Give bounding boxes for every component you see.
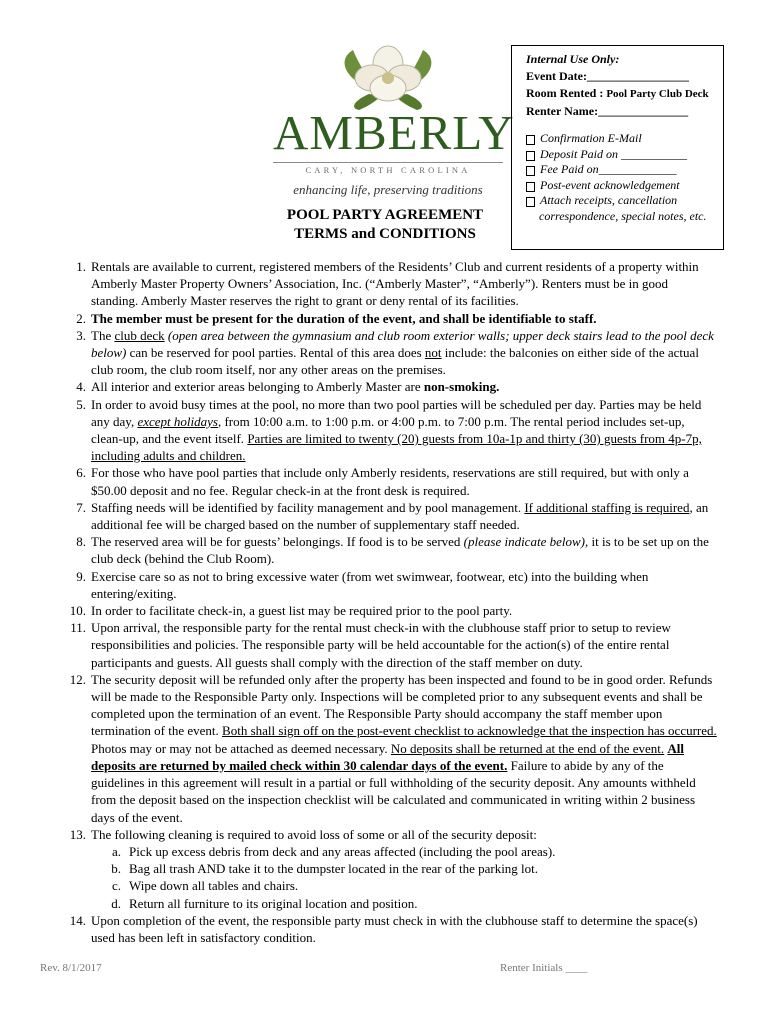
list-item: 2. The member must be present for the duration of the event, and shall be identifiable to staff. [76,310,597,326]
internal-use-heading: Internal Use Only: [526,52,620,66]
list-item: 13. The following cleaning is required to avoid loss of some or all of the security deposit: a. Pick up excess debris from deck and any areas affected (including the pool areas). b. Bag all trash AND take it to the dumpster located in the rear of the parking lot. c. Wipe down all tables and chairs. d. Return all furniture to its original location and position. [38,826,718,912]
logo-location: CARY, NORTH CAROLINA [273,162,503,175]
sublist-item: c. Wipe down all tables and chairs. [111,878,299,894]
internal-use-box [511,45,724,250]
list-item: 6. For those who have pool parties that include only Amberly residents, reservations are still required, but with only a $50.00 deposit and no fee. Regular check-in at the front desk is required. [76,465,689,498]
sublist-item: a. Pick up excess debris from deck and any areas affected (including the pool areas). [111,843,556,859]
list-item: 3. The club deck (open area between the gymnasium and club room exterior walls; upper deck stairs lead to the pool deck below) can be reserved for pool parties. Rental of this area does not include: the balconies on either side of the actual club room, the club room itself, nor any other areas on the premises. [76,327,714,378]
list-item: 10. In order to facilitate check-in, a guest list may be required prior to the pool party. [69,603,513,619]
renter-initials-field[interactable]: Renter Initials ____ [500,962,588,974]
terms-list [38,258,718,946]
title-line-2: TERMS and CONDITIONS [294,226,476,242]
checklist-item[interactable]: Attach receipts, cancellation [526,193,723,209]
renter-name-field[interactable]: Renter Name:_______________ [526,104,689,118]
checklist-item[interactable]: Confirmation E-Mail [526,131,723,147]
revision-date: Rev. 8/1/2017 [40,962,102,974]
list-item: 11. Upon arrival, the responsible party for the rental must check-in with the clubhouse staff prior to setup to review responsibilities and policies. The responsible party will be held accountable for the action(s) of the entire rental participants and guests. All guests shall comply with the direction of the staff member on duty. [70,620,671,670]
checklist-item[interactable]: Post-event acknowledgement [526,178,723,194]
checkbox-icon[interactable] [526,151,535,161]
list-item: 14. Upon completion of the event, the responsible party must check in with the clubhouse staff to determine the space(s) used has been left in satisfactory condition. [69,912,698,945]
list-item: 9. Exercise care so as not to bring excessive water (from wet swimwear, footwear, etc) into the building when entering/exiting. [76,568,649,601]
checklist-item[interactable]: Deposit Paid on ___________ [526,147,723,163]
logo-tagline: enhancing life, preserving traditions [293,182,483,197]
list-item: 1. Rentals are available to current, registered members of the Residents’ Club and current residents of a property within Amberly Master Property Owners’ Association, Inc. (“Amberly Master”, “Amberly”). Renters must be in good standing. Amberly Master reserves the right to grant or deny rental of its facilities. [76,259,699,309]
sublist-item: b. Bag all trash AND take it to the dumpster located in the rear of the parking lot. [111,861,539,877]
magnolia-flower-icon [273,44,503,110]
checklist-item-continuation: correspondence, special notes, etc. [539,208,707,223]
checklist-item[interactable]: Fee Paid on_____________ [526,162,723,178]
room-rented-field [526,85,723,103]
room-rented-value: Pool Party Club Deck [606,88,709,100]
list-item: 12. The security deposit will be refunded only after the property has been inspected and found to be in good order. Refunds will be made to the Responsible Party only. Inspections will be completed prior to any subsequent events and shall be completed upon the termination of an event. The Responsible Party should accompany the staff member upon termination of the event. Both shall sign off on the post-event checklist to acknowledge that the inspection has occurred. Photos may or may not be attached as deemed necessary. No deposits shall be returned at the end of the event. All deposits are returned by mailed check within 30 calendar days of the event. Failure to abide by any of the guidelines in this agreement will result in a partial or full withholding of the security deposit. Any amounts withheld from the deposit based on the inspection checklist will be calculated and communicated in writing within 2 business days of the event. [69,671,717,825]
logo-wordmark: AMBERLY [273,105,515,160]
internal-checklist [526,131,723,224]
title-line-1: POOL PARTY AGREEMENT [286,207,484,223]
list-item: 7. Staffing needs will be identified by facility management and by pool management. If additional staffing is required, an additional fee will be charged based on the number of supplementary staff needed. [76,499,709,533]
checkbox-icon[interactable] [526,197,535,207]
sublist-item: d. Return all furniture to its original location and position. [111,895,418,911]
cleaning-sublist [91,843,718,912]
checkbox-icon[interactable] [526,135,535,145]
list-item: 8. The reserved area will be for guests’ belongings. If food is to be served (please indicate below), it is to be set up on the club deck (behind the Club Room). [76,534,709,567]
room-rented-label: Room Rented : [526,86,607,100]
amberly-logo [273,44,515,204]
list-item: 5. In order to avoid busy times at the pool, no more than two pool parties will be scheduled per day. Parties may be held any day, except holidays, from 10:00 a.m. to 1:00 p.m. or 4:00 p.m. to 7:00 p.m. The rental period includes set-up, clean-up, and the event itself. Parties are limited to twenty (20) guests from 10a-1p and thirty (30) guests from 4p-7p, including adults and children. [76,396,702,464]
event-date-field[interactable]: Event Date:_________________ [526,69,689,83]
list-item: 4. All interior and exterior areas belonging to Amberly Master are non-smoking. [76,379,500,395]
checkbox-icon[interactable] [526,182,535,192]
checkbox-icon[interactable] [526,166,535,176]
page-title [270,206,500,244]
